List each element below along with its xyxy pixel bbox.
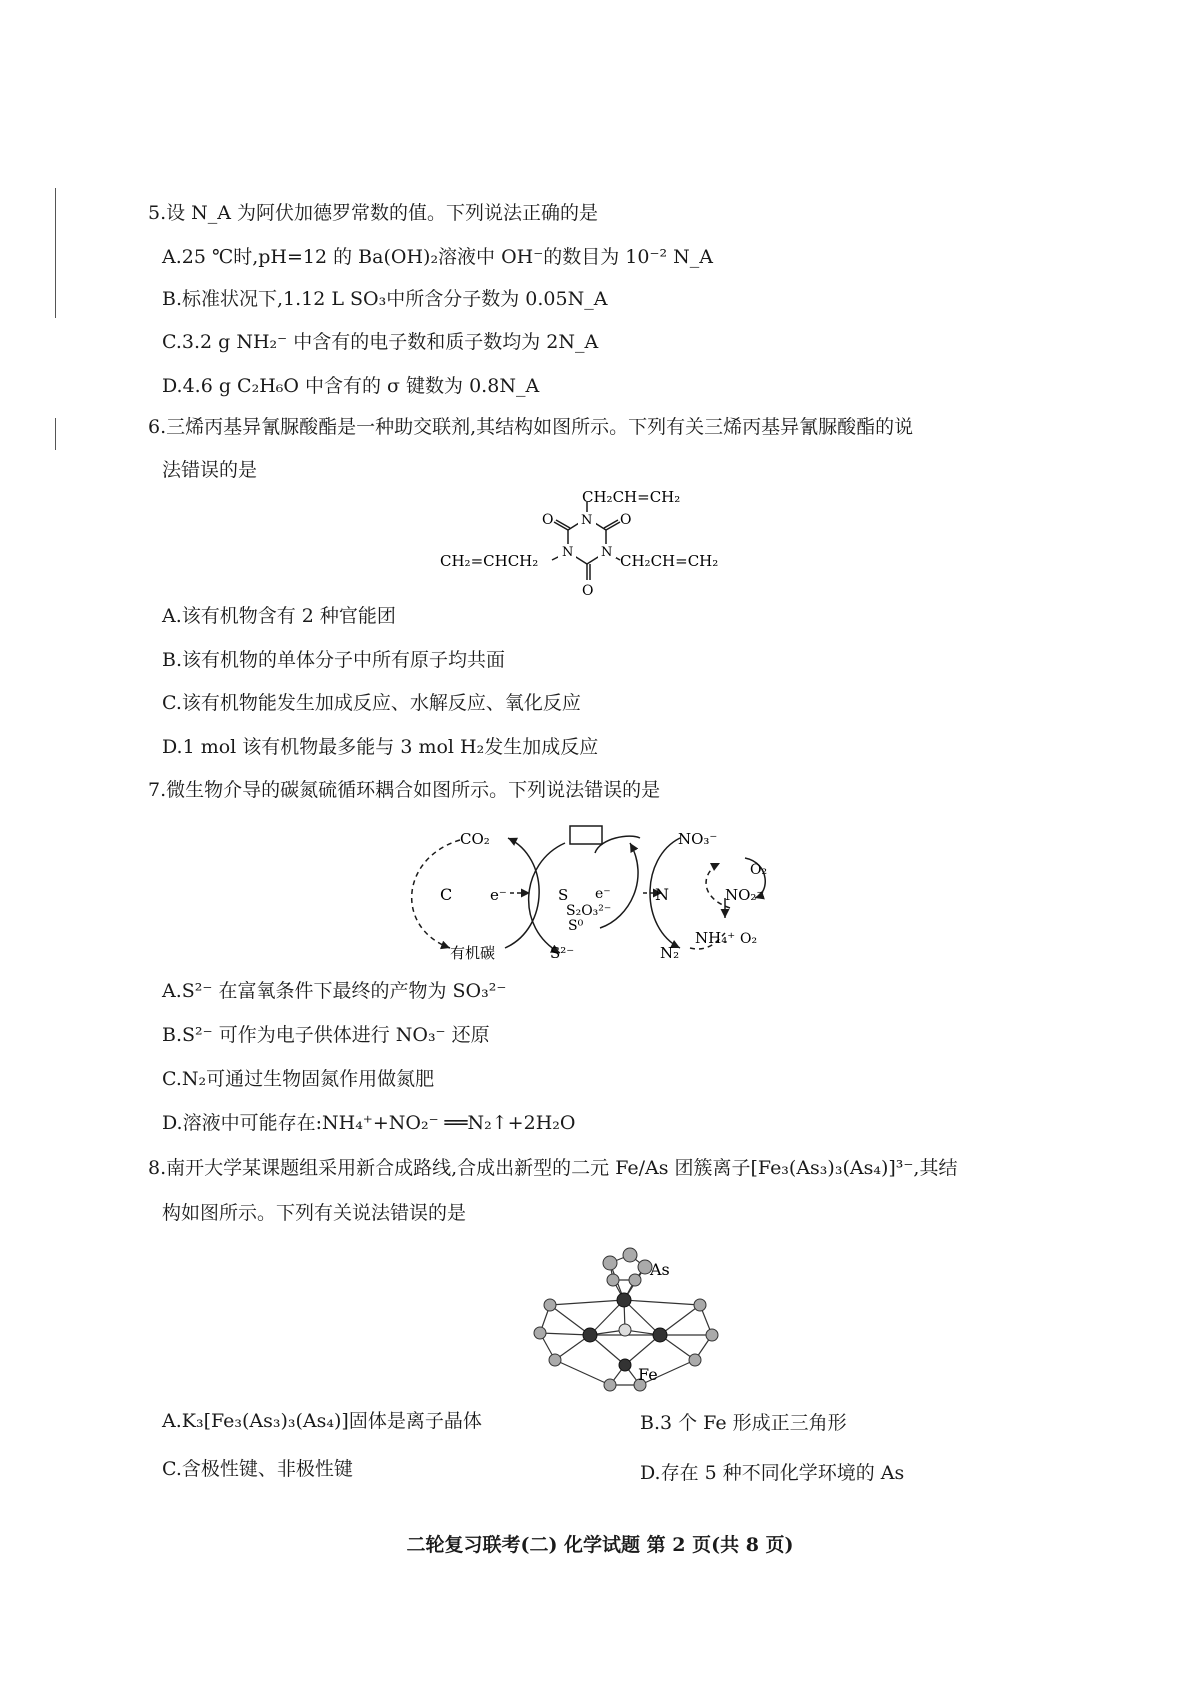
q6-structure-diagram xyxy=(440,490,780,610)
ring-o-right: O xyxy=(620,512,632,528)
q6-option-b: B.该有机物的单体分子中所有原子均共面 xyxy=(162,649,506,671)
q5-option-a: A.25 ℃时,pH=12 的 Ba(OH)₂溶液中 OH⁻的数目为 10⁻² N_A xyxy=(162,246,714,268)
q7-cycle-diagram xyxy=(400,818,800,968)
ring-n-left: N xyxy=(562,545,574,560)
label-nh4: NH₄⁺ xyxy=(695,929,736,947)
q6-option-d: D.1 mol 该有机物最多能与 3 mol H₂发生加成反应 xyxy=(162,736,599,758)
margin-line xyxy=(55,418,56,450)
q7-option-b: B.S²⁻ 可作为电子供体进行 NO₃⁻ 还原 xyxy=(162,1024,490,1046)
label-n: N xyxy=(655,885,669,904)
label-c: C xyxy=(440,885,453,904)
margin-line xyxy=(55,188,56,318)
label-o2-bottom: O₂ xyxy=(740,931,758,947)
q5-option-d: D.4.6 g C₂H₆O 中含有的 σ 键数为 0.8N_A xyxy=(162,375,540,397)
q6-option-c: C.该有机物能发生加成反应、水解反应、氧化反应 xyxy=(162,692,581,714)
label-co2: CO₂ xyxy=(460,830,490,848)
ring-o-left: O xyxy=(542,512,554,528)
label-e2: e⁻ xyxy=(595,886,611,902)
q8-cluster-diagram xyxy=(530,1245,750,1395)
label-s: S xyxy=(558,886,569,904)
unknown-box xyxy=(570,826,602,844)
ring-n-top: N xyxy=(581,513,593,528)
page-footer: 二轮复习联考(二) 化学试题 第 2 页(共 8 页) xyxy=(406,1534,794,1556)
q6-stem-line1: 6.三烯丙基异氰脲酸酯是一种助交联剂,其结构如图所示。下列有关三烯丙基异氰脲酸酯的说 xyxy=(148,416,914,438)
q6-stem-line2: 法错误的是 xyxy=(162,459,258,481)
q5-option-c: C.3.2 g NH₂⁻ 中含有的电子数和质子数均为 2N_A xyxy=(162,331,599,353)
q8-stem-line1: 8.南开大学某课题组采用新合成路线,合成出新型的二元 Fe/As 团簇离子[Fe₃(As₃)₃(As₄)]³⁻,其结 xyxy=(148,1157,958,1179)
substituent-right: CH₂CH=CH₂ xyxy=(620,552,719,570)
label-e1: e⁻ xyxy=(490,886,507,904)
label-o2-top: O₂ xyxy=(750,862,768,878)
label-s2o3: S₂O₃²⁻ xyxy=(566,903,612,919)
label-fe: Fe xyxy=(638,1365,658,1384)
ring-n-right: N xyxy=(601,545,613,560)
substituent-top: CH₂CH=CH₂ xyxy=(582,490,681,506)
q5-option-b: B.标准状况下,1.12 L SO₃中所含分子数为 0.05N_A xyxy=(162,288,608,310)
q8-stem-line2: 构如图所示。下列有关说法错误的是 xyxy=(162,1202,467,1224)
label-no2: NO₂⁻ xyxy=(725,886,765,904)
ring-o-bottom: O xyxy=(582,583,594,599)
q8-option-a: A.K₃[Fe₃(As₃)₃(As₄)]固体是离子晶体 xyxy=(162,1410,482,1432)
label-as: As xyxy=(650,1260,670,1279)
q5-stem: 5.设 N_A 为阿伏加德罗常数的值。下列说法正确的是 xyxy=(148,202,599,224)
label-s2: S²⁻ xyxy=(550,944,575,962)
substituent-left: CH₂=CHCH₂ xyxy=(440,552,539,570)
q8-option-c: C.含极性键、非极性键 xyxy=(162,1458,353,1480)
q7-option-d: D.溶液中可能存在:NH₄⁺+NO₂⁻ ══N₂↑+2H₂O xyxy=(162,1112,576,1134)
q7-option-c: C.N₂可通过生物固氮作用做氮肥 xyxy=(162,1068,435,1090)
q8-option-d: D.存在 5 种不同化学环境的 As xyxy=(640,1462,905,1484)
q6-option-a: A.该有机物含有 2 种官能团 xyxy=(162,605,396,627)
q8-option-b: B.3 个 Fe 形成正三角形 xyxy=(640,1412,847,1434)
label-organic-c: 有机碳 xyxy=(450,944,496,962)
label-s0: S⁰ xyxy=(568,918,584,934)
label-no3: NO₃⁻ xyxy=(678,830,718,848)
q7-option-a: A.S²⁻ 在富氧条件下最终的产物为 SO₃²⁻ xyxy=(162,980,507,1002)
q7-stem: 7.微生物介导的碳氮硫循环耦合如图所示。下列说法错误的是 xyxy=(148,779,661,801)
label-n2: N₂ xyxy=(660,944,680,962)
